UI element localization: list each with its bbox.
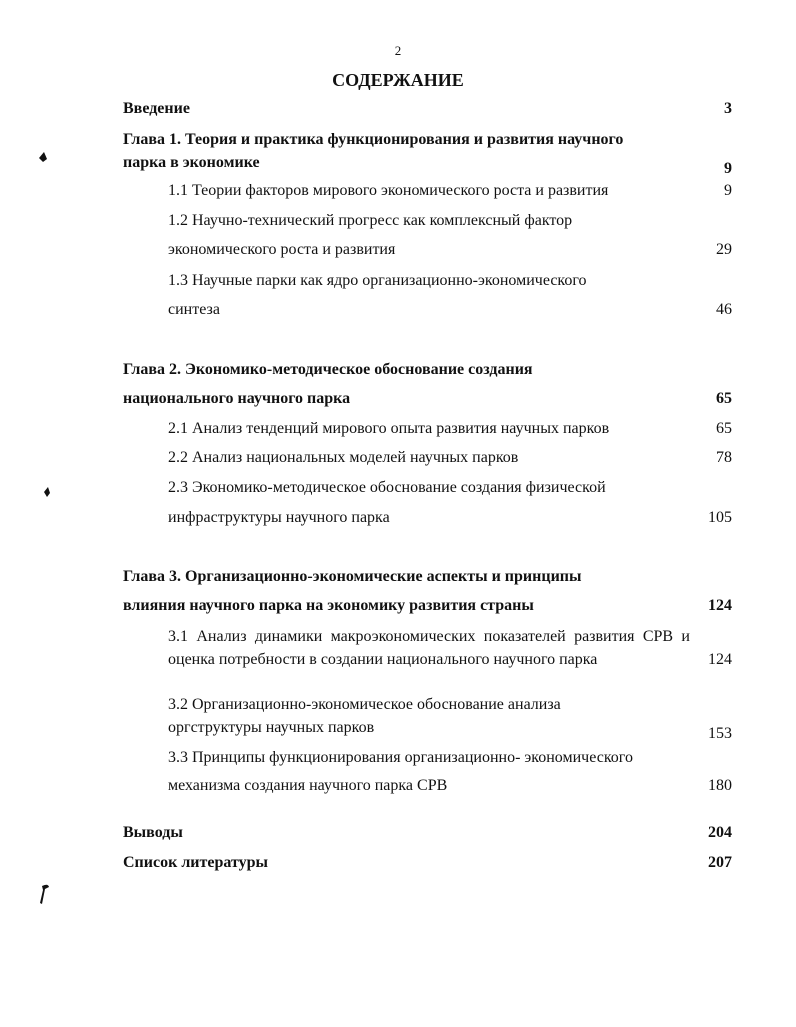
toc-section-3-3-line2: механизма создания научного парка СРВ	[168, 777, 448, 794]
toc-chapter2-title-line1: Глава 2. Экономико-методическое обоснование создания	[123, 361, 533, 378]
toc-section-3-3-page: 180	[708, 777, 732, 794]
toc-section-1-1: 1.1 Теории факторов мирового экономического роста и развития	[168, 182, 609, 199]
toc-section-1-3-line2: синтеза	[168, 301, 220, 318]
toc-chapter1-page: 9	[724, 160, 732, 177]
toc-section-1-2-page: 29	[716, 241, 732, 258]
toc-section-3-2-page: 153	[708, 725, 732, 742]
toc-section-3-2-line1: 3.2 Организационно-экономическое обоснование анализа	[168, 696, 561, 713]
toc-chapter2-page: 65	[716, 390, 732, 407]
scan-mark-icon	[36, 150, 50, 164]
toc-section-1-1-page: 9	[724, 182, 732, 199]
toc-chapter3-title-line1: Глава 3. Организационно-экономические аспекты и принципы	[123, 568, 582, 585]
toc-chapter3-title-line2: влияния научного парка на экономику развития страны	[123, 597, 534, 614]
toc-section-3-2-line2: оргструктуры научных парков	[168, 719, 375, 736]
toc-references-label: Список литературы	[123, 854, 268, 871]
toc-references-page: 207	[708, 854, 732, 871]
toc-section-1-3-page: 46	[716, 301, 732, 318]
toc-chapter1-title-line2: парка в экономике	[123, 154, 260, 171]
toc-section-2-3-page: 105	[708, 509, 732, 526]
toc-section-2-3-line2: инфраструктуры научного парка	[168, 509, 390, 526]
toc-section-2-3-line1: 2.3 Экономико-методическое обоснование создания физической	[168, 479, 606, 496]
toc-section-2-1: 2.1 Анализ тенденций мирового опыта развития научных парков	[168, 420, 610, 437]
toc-section-1-2-line1: 1.2 Научно-технический прогресс как комплексный фактор	[168, 212, 573, 229]
toc-section-2-1-page: 65	[716, 420, 732, 437]
toc-chapter2-title-line2: национального научного парка	[123, 390, 351, 407]
toc-section-1-2-line2: экономического роста и развития	[168, 241, 396, 258]
toc-chapter1-title-line1: Глава 1. Теория и практика функционирования и развития научного	[123, 131, 624, 148]
toc-conclusions-label: Выводы	[123, 824, 183, 841]
toc-section-3-1: 3.1 Анализ динамики макроэкономических показателей развития СРВ и оценка потребности в создании национального научного парка	[168, 628, 690, 668]
toc-chapter3-page: 124	[708, 597, 732, 614]
page-title: СОДЕРЖАНИЕ	[332, 70, 464, 90]
toc-section-1-3-line1: 1.3 Научные парки как ядро организационно-экономического	[168, 272, 587, 289]
scan-mark-icon	[38, 882, 52, 906]
toc-section-2-2-page: 78	[716, 449, 732, 466]
page-number: 2	[394, 43, 402, 58]
toc-conclusions-page: 204	[708, 824, 732, 841]
toc-intro-page: 3	[724, 100, 732, 117]
toc-section-2-2: 2.2 Анализ национальных моделей научных парков	[168, 449, 519, 466]
toc-section-3-1-page: 124	[708, 651, 732, 668]
scan-mark-icon	[42, 486, 52, 498]
toc-intro-label: Введение	[123, 100, 190, 117]
toc-section-3-3-line1: 3.3 Принципы функционирования организационно- экономического	[168, 749, 633, 766]
